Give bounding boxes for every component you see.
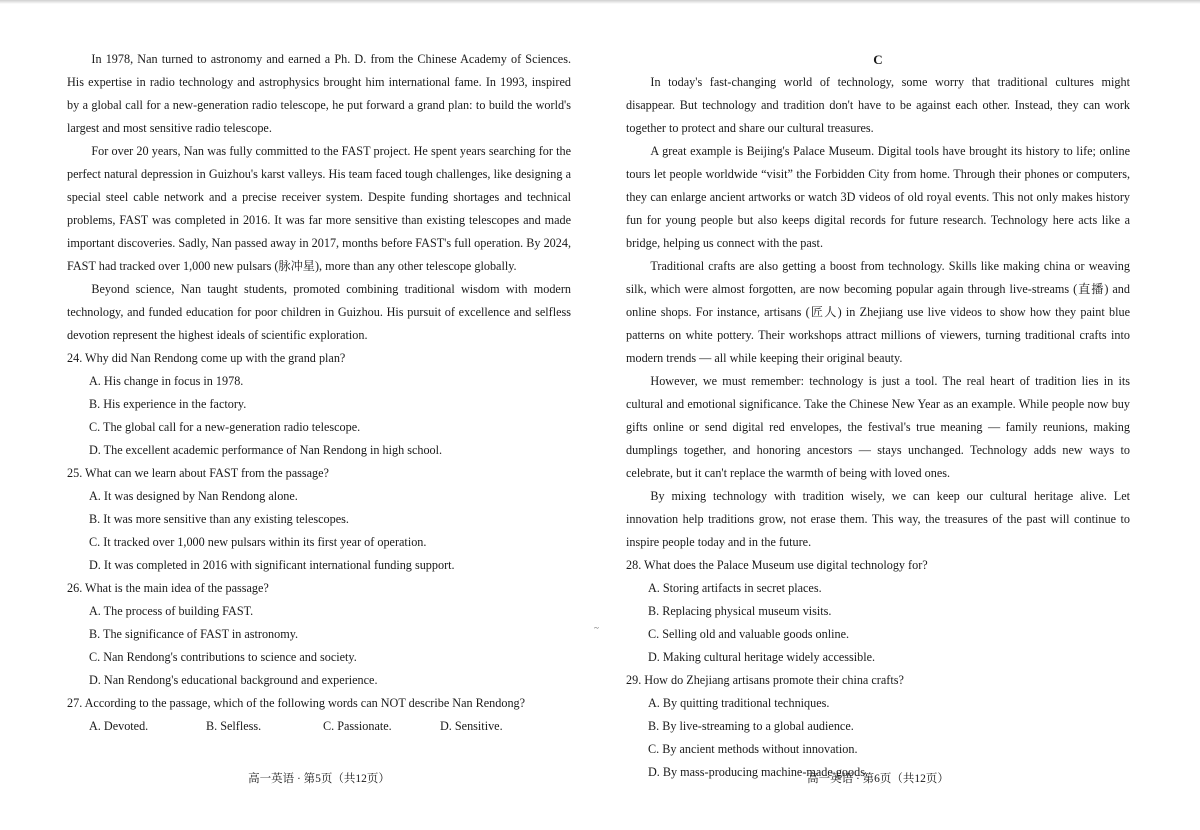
option-c: C. Passionate.	[323, 719, 392, 733]
option-d: D. By mass-producing machine-made goods.	[648, 765, 869, 779]
option-a: A. By quitting traditional techniques.	[648, 696, 830, 710]
passage-paragraph: In today's fast-changing world of technology, some worry that traditional cultures might disappear. But technology and tradition don't have to be against each other. Instead, they can work together to protect and share our cultural treasures.	[626, 75, 1130, 135]
options-row	[67, 715, 571, 738]
scan-mark: ~	[594, 623, 599, 633]
option-b: B. By live-streaming to a global audience.	[648, 719, 854, 733]
passage-heading: C	[873, 52, 883, 67]
question-24: 24. Why did Nan Rendong come up with the grand plan?	[67, 351, 346, 365]
option-d: D. The excellent academic performance of Nan Rendong in high school.	[89, 443, 443, 457]
option-c: C. By ancient methods without innovation.	[648, 742, 858, 756]
passage-paragraph: However, we must remember: technology is just a tool. The real heart of tradition lies in its cultural and emotional significance. Take the Chinese New Year as an example. While people now buy gifts online or send digital red envelopes, the festival's true meaning — family reunions, making dumplings together, and honoring ancestors — stays unchanged. Technology adds new ways to celebrate, but it can't replace the warmth of being with loved ones.	[626, 374, 1130, 480]
question-26: 26. What is the main idea of the passage?	[67, 581, 269, 595]
option-c: C. Nan Rendong's contributions to science and society.	[89, 650, 357, 664]
passage-paragraph: In 1978, Nan turned to astronomy and earned a Ph. D. from the Chinese Academy of Sciences. His expertise in radio technology and astrophysics brought him international fame. In 1993, inspired by a global call for a new-generation radio telescope, he put forward a grand plan: to build the world's largest and most sensitive radio telescope.	[67, 52, 571, 135]
option-d: D. Nan Rendong's educational background and experience.	[89, 673, 378, 687]
option-b: B. Selfless.	[206, 719, 262, 733]
option-b: B. It was more sensitive than any existing telescopes.	[89, 512, 349, 526]
option-a: A. It was designed by Nan Rendong alone.	[89, 489, 298, 503]
option-b: B. His experience in the factory.	[89, 397, 247, 411]
option-b: B. The significance of FAST in astronomy.	[89, 627, 299, 641]
question-29: 29. How do Zhejiang artisans promote their china crafts?	[626, 673, 904, 687]
option-d: D. Sensitive.	[440, 719, 503, 733]
option-c: C. The global call for a new-generation radio telescope.	[89, 420, 361, 434]
page-footer-left: 高一英语 · 第5页（共12页）	[248, 773, 390, 785]
option-d: D. It was completed in 2016 with significant international funding support.	[89, 558, 455, 572]
passage-paragraph: A great example is Beijing's Palace Museum. Digital tools have brought its history to life; online tours let people worldwide “visit” the Forbidden City from home. Through their phones or computers, they can enlarge ancient artworks or watch 3D videos of old royal events. This not only makes history fun for young people but also keeps digital records for future research. Technology here acts like a bridge, helping us connect with the past.	[626, 144, 1130, 250]
option-a: A. Storing artifacts in secret places.	[648, 581, 822, 595]
option-c: C. Selling old and valuable goods online.	[648, 627, 850, 641]
passage-paragraph: For over 20 years, Nan was fully committed to the FAST project. He spent years searching for the perfect natural depression in Guizhou's karst valleys. His team faced tough challenges, like designing a special steel cable network and a precise receiver system. Despite funding shortages and technical problems, FAST was completed in 2016. It was far more sensitive than existing telescopes and made important discoveries. Sadly, Nan passed away in 2017, months before FAST's full operation. By 2024, FAST had tracked over 1,000 new pulsars (脉冲星), more than any other telescope globally.	[67, 144, 571, 273]
option-a: A. His change in focus in 1978.	[89, 374, 244, 388]
question-28: 28. What does the Palace Museum use digital technology for?	[626, 558, 928, 572]
option-a: A. Devoted.	[89, 719, 149, 733]
question-25: 25. What can we learn about FAST from the passage?	[67, 466, 329, 480]
page-footer-right: 高一英语 · 第6页（共12页）	[807, 773, 949, 785]
question-27: 27. According to the passage, which of the following words can NOT describe Nan Rendong?	[67, 696, 526, 710]
right-page-column	[626, 48, 1130, 784]
left-page-column	[67, 48, 571, 738]
passage-paragraph: Traditional crafts are also getting a boost from technology. Skills like making china or weaving silk, which were almost forgotten, are now becoming popular again through live-streams (直播) and online shops. For instance, artisans (匠人) in Zhejiang use live videos to show how they paint blue patterns on white pottery. Their workshops attract millions of viewers, turning traditional crafts into modern trends — all while keeping their original beauty.	[626, 259, 1130, 365]
passage-paragraph: By mixing technology with tradition wisely, we can keep our cultural heritage alive. Let innovation help traditions grow, not erase them. This way, the treasures of the past will continue to inspire people today and in the future.	[626, 489, 1130, 549]
option-d: D. Making cultural heritage widely accessible.	[648, 650, 876, 664]
option-a: A. The process of building FAST.	[89, 604, 254, 618]
option-c: C. It tracked over 1,000 new pulsars within its first year of operation.	[89, 535, 427, 549]
passage-paragraph: Beyond science, Nan taught students, promoted combining traditional wisdom with modern technology, and funded education for poor children in Guizhou. His pursuit of excellence and selfless devotion represent the highest ideals of scientific exploration.	[67, 282, 571, 342]
option-b: B. Replacing physical museum visits.	[648, 604, 832, 618]
